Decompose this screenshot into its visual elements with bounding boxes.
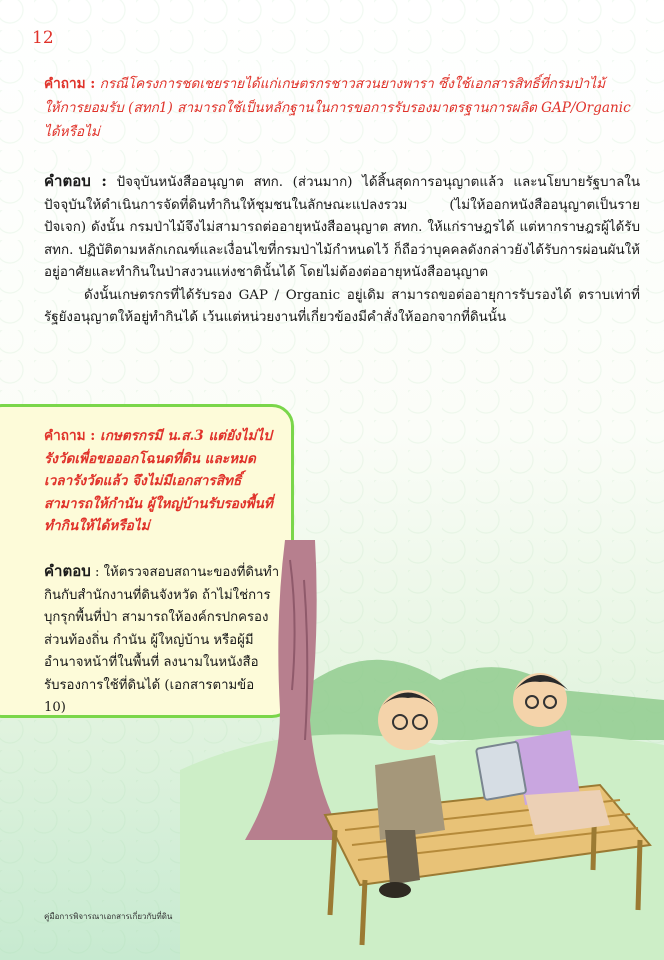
page-number: 12 bbox=[32, 28, 54, 48]
illustration-officer-and-farmer bbox=[180, 540, 664, 960]
question-2-text: เกษตรกรมี น.ส.3 แต่ยังไม่ไปรังวัดเพื่อขอออกโฉนดที่ดิน และหมดเวลารังวัดแล้ว จึงไม่มีเอกสารสิทธิ์สามารถให้กำนัน ผู้ใหญ่บ้านรับรองพื้นที่ทำกินให้ได้หรือไม่ bbox=[44, 428, 273, 534]
question-1-text: กรณีโครงการชดเชยรายได้แก่เกษตรกรชาวสวนยางพารา ซึ่งใช้เอกสารสิทธิ์ที่กรมป่าไม้ให้การยอมรับ (สทก1) สามารถใช้เป็นหลักฐานในการขอการรับรองมาตรฐานการผลิต GAP/Organic ได้หรือไม่ bbox=[44, 76, 631, 140]
answer-1 bbox=[44, 170, 640, 330]
answer-1-paragraph-1: ปัจจุบันหนังสืออนุญาต สทก. (ส่วนมาก) ได้สิ้นสุดการอนุญาตแล้ว และนโยบายรัฐบาลในปัจจุบันให้ดำเนินการจัดที่ดินทำกินให้ชุมชนในลักษณะแปลงรวม (ไม่ให้ออกหนังสืออนุญาตเป็นรายปัจเจก) ดังนั้น กรมป่าไม้จึงไม่สามารถต่ออายุหนังสืออนุญาต สทก. ให้แก่ราษฎรได้ แต่หากราษฎรผู้ได้รับ สทก. ปฏิบัติตามหลักเกณฑ์และเงื่อนไขที่กรมป่าไม้กำหนดไว้ ก็ถือว่าบุคคลดังกล่าวยังได้รับการผ่อนผันให้อยู่อาศัยและทำกินในป่าสงวนแห่งชาตินั้นได้ โดยไม่ต้องต่ออายุหนังสืออนุญาต bbox=[44, 175, 640, 280]
question-2 bbox=[44, 425, 280, 538]
answer-2-label: คำตอบ bbox=[44, 562, 91, 580]
question-1 bbox=[44, 72, 636, 144]
hills-background bbox=[300, 660, 664, 740]
answer-2-text: : ให้ตรวจสอบสถานะของที่ดินทำกินกับสำนักงานที่ดินจังหวัด ถ้าไม่ใช่การบุกรุกพื้นที่ป่า สามารถให้องค์กรปกครองส่วนท้องถิ่น กำนัน ผู้ใหญ่บ้าน หรือผู้มีอำนาจหน้าที่ในพื้นที่ ลงนามในหนังสือรับรองการใช้ที่ดินได้ (เอกสารตามข้อ 10) bbox=[44, 565, 280, 715]
document-paper bbox=[476, 742, 526, 801]
question-2-label: คำถาม : bbox=[44, 428, 96, 444]
question-1-label: คำถาม : bbox=[44, 76, 96, 92]
footer-text: คู่มือการพิจารณาเอกสารเกี่ยวกับที่ดิน bbox=[44, 912, 173, 921]
answer-1-label: คำตอบ : bbox=[44, 172, 107, 190]
answer-1-paragraph-2: ดังนั้นเกษตรกรที่ได้รับรอง GAP / Organic อยู่เดิม สามารถขอต่ออายุการรับรองได้ ตราบเท่าที่รัฐยังอนุญาตให้อยู่ทำกินได้ เว้นแต่หน่วยงานที่เกี่ยวข้องมีคำสั่งให้ออกจากที่ดินนั้น bbox=[44, 287, 640, 325]
